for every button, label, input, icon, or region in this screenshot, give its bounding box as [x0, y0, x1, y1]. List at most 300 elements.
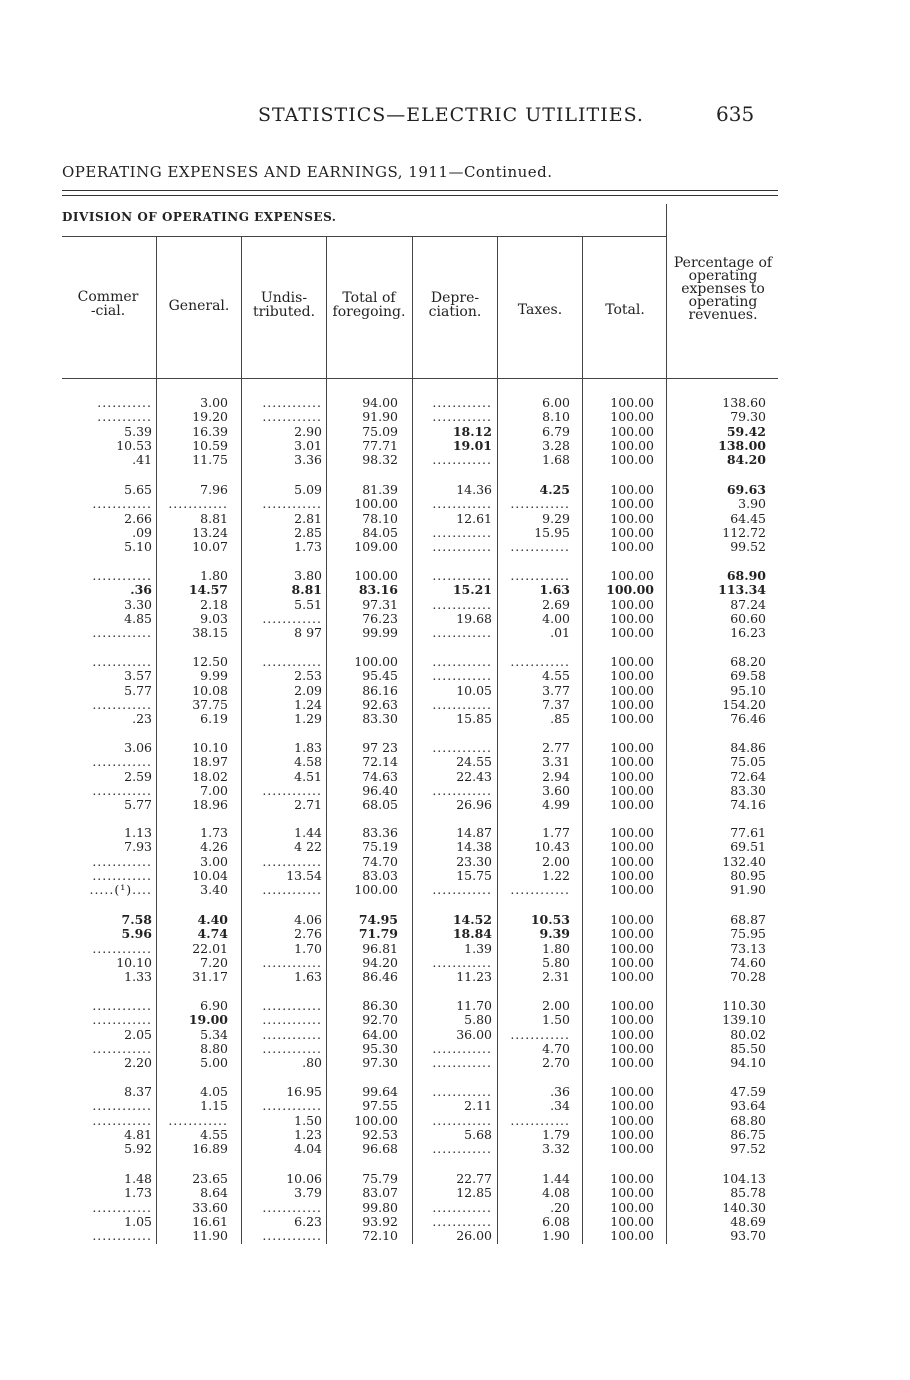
row-group	[0, 913, 910, 984]
table-cell-total-of-foregoing: 96.68	[362, 1141, 398, 1157]
table-cell-taxes: 3.32	[542, 1141, 570, 1157]
table-cell-depreciation: ............	[432, 496, 492, 512]
table-cell-percentage: 104.13	[722, 1171, 766, 1186]
table-cell-total-of-foregoing: 97.55	[362, 1098, 398, 1114]
table-cell-commercial: 2.05	[124, 1026, 152, 1042]
table-cell-total: 100.00	[610, 969, 654, 985]
table-cell-percentage: 69.58	[730, 668, 766, 684]
table-cell-general: 8.64	[200, 1185, 228, 1201]
table-row	[0, 927, 910, 941]
table-row	[0, 698, 910, 712]
table-row	[0, 712, 910, 726]
table-row	[0, 770, 910, 784]
table-row	[0, 1201, 910, 1215]
table-cell-depreciation: 12.61	[456, 510, 492, 526]
table-cell-total: 100.00	[610, 524, 654, 540]
table-cell-percentage: 138.60	[722, 395, 766, 410]
table-cell-total-of-foregoing: 100.00	[354, 882, 398, 898]
table-cell-percentage: 85.78	[730, 1185, 766, 1201]
table-cell-percentage: 68.80	[730, 1112, 766, 1128]
table-cell-commercial: ............	[92, 654, 152, 669]
table-cell-general: 2.18	[200, 596, 228, 612]
table-cell-taxes: 1.79	[542, 1126, 570, 1142]
table-cell-percentage: 3.90	[738, 496, 766, 512]
table-cell-percentage: 87.24	[730, 596, 766, 612]
table-row	[0, 1013, 910, 1027]
table-cell-undistributed: ............	[262, 654, 322, 669]
table-cell-depreciation: 5.68	[464, 1126, 492, 1142]
table-cell-commercial: 10.53	[116, 437, 152, 453]
table-cell-percentage: 84.20	[726, 452, 766, 468]
table-cell-depreciation: 1.39	[464, 940, 492, 956]
table-cell-general: 7.96	[200, 482, 228, 497]
table-cell-total-of-foregoing: 97.31	[362, 596, 398, 612]
table-row	[0, 826, 910, 840]
table-cell-total: 100.00	[606, 582, 654, 598]
table-cell-total: 100.00	[610, 1098, 654, 1114]
table-cell-general: 4.55	[200, 1126, 228, 1142]
table-cell-undistributed: ............	[262, 882, 322, 898]
table-cell-commercial: 2.20	[124, 1055, 152, 1071]
table-cell-depreciation: 15.85	[456, 711, 492, 727]
table-cell-commercial: 10.10	[116, 954, 152, 970]
table-cell-total: 100.00	[610, 423, 654, 439]
table-cell-general: 22.01	[192, 940, 228, 956]
table-cell-total: 100.00	[610, 610, 654, 626]
table-cell-percentage: 68.20	[730, 654, 766, 669]
division-rule	[62, 236, 666, 237]
table-cell-taxes: ............	[510, 568, 570, 583]
table-cell-total: 100.00	[610, 1141, 654, 1157]
table-cell-undistributed: ............	[262, 1228, 322, 1244]
table-cell-depreciation: 24.55	[456, 754, 492, 770]
table-row	[0, 410, 910, 424]
table-row	[0, 784, 910, 798]
table-cell-commercial: ............	[92, 998, 152, 1013]
table-cell-general: 4.74	[197, 926, 228, 942]
row-group	[0, 569, 910, 640]
table-cell-taxes: 6.00	[542, 395, 570, 410]
table-cell-undistributed: 2.09	[294, 682, 322, 698]
table-cell-taxes: ............	[510, 882, 570, 898]
table-cell-undistributed: ............	[262, 1012, 322, 1028]
double-rule-top	[62, 190, 778, 191]
table-cell-total-of-foregoing: 75.79	[362, 1171, 398, 1186]
table-cell-total: 100.00	[610, 510, 654, 526]
table-cell-depreciation: ............	[432, 782, 492, 798]
table-cell-depreciation: ............	[432, 596, 492, 612]
table-cell-undistributed: ............	[262, 782, 322, 798]
table-cell-commercial: 4.85	[124, 610, 152, 626]
table-cell-commercial: 1.13	[124, 825, 152, 840]
table-cell-depreciation: ............	[432, 539, 492, 555]
table-row	[0, 439, 910, 453]
column-header-commercial: Commer -cial.	[77, 289, 139, 319]
table-cell-total: 100.00	[610, 1112, 654, 1128]
table-cell-general: 1.80	[200, 568, 228, 583]
table-cell-commercial: ............	[92, 853, 152, 869]
table-cell-depreciation: 2.11	[464, 1098, 492, 1114]
table-cell-percentage: 93.70	[730, 1228, 766, 1244]
table-cell-general: 7.00	[200, 782, 228, 798]
table-cell-total-of-foregoing: 83.30	[362, 711, 398, 727]
table-cell-undistributed: 1.23	[294, 1126, 322, 1142]
table-cell-undistributed: 6.23	[294, 1213, 322, 1229]
row-group	[0, 1172, 910, 1243]
table-cell-commercial: 5.77	[124, 797, 152, 813]
table-cell-taxes: .36	[550, 1084, 570, 1099]
table-cell-undistributed: 3.01	[294, 437, 322, 453]
table-cell-total: 100.00	[610, 682, 654, 698]
table-row	[0, 1229, 910, 1243]
table-cell-commercial: ............	[92, 940, 152, 956]
table-cell-total-of-foregoing: 72.14	[362, 754, 398, 770]
division-title: DIVISION OF OPERATING EXPENSES.	[62, 210, 337, 224]
table-cell-undistributed: 1.50	[294, 1112, 322, 1128]
table-cell-percentage: 99.52	[730, 539, 766, 555]
table-cell-depreciation: ............	[432, 740, 492, 755]
table-cell-general: 19.00	[188, 1012, 228, 1028]
table-cell-taxes: 10.43	[534, 839, 570, 855]
table-cell-percentage: 69.63	[726, 482, 766, 497]
table-cell-commercial: 5.39	[124, 423, 152, 439]
table-cell-taxes: 3.77	[542, 682, 570, 698]
column-header-depreciation: Depre- ciation.	[428, 290, 482, 320]
table-cell-depreciation: ............	[432, 1112, 492, 1128]
table-cell-undistributed: 3.79	[294, 1185, 322, 1201]
table-cell-taxes: 2.00	[542, 998, 570, 1013]
table-row	[0, 1114, 910, 1128]
table-cell-taxes: 1.63	[539, 582, 570, 598]
table-cell-depreciation: ............	[432, 954, 492, 970]
table-cell-general: 10.07	[192, 539, 228, 555]
table-cell-total: 100.00	[610, 1171, 654, 1186]
table-cell-total: 100.00	[610, 1084, 654, 1099]
row-group	[0, 741, 910, 812]
table-cell-percentage: 75.05	[730, 754, 766, 770]
table-cell-total: 100.00	[610, 1126, 654, 1142]
table-cell-depreciation: ............	[432, 654, 492, 669]
table-cell-total-of-foregoing: 83.03	[362, 867, 398, 883]
table-cell-undistributed: 3.36	[294, 452, 322, 468]
table-cell-taxes: .01	[550, 625, 570, 641]
table-cell-general: 16.39	[192, 423, 228, 439]
table-cell-depreciation: 10.05	[456, 682, 492, 698]
table-cell-general: 18.02	[192, 768, 228, 784]
table-cell-general: 37.75	[192, 696, 228, 712]
table-cell-depreciation: 26.00	[456, 1228, 492, 1244]
table-cell-total-of-foregoing: 99.99	[362, 625, 398, 641]
table-cell-total-of-foregoing: 100.00	[354, 568, 398, 583]
table-cell-taxes: 9.29	[542, 510, 570, 526]
table-cell-taxes: 1.50	[542, 1012, 570, 1028]
table-cell-commercial: 8.37	[124, 1084, 152, 1099]
table-cell-total: 100.00	[610, 998, 654, 1013]
table-cell-total: 100.00	[610, 782, 654, 798]
table-cell-percentage: 68.90	[726, 568, 766, 583]
table-row	[0, 497, 910, 511]
table-cell-taxes: 3.60	[542, 782, 570, 798]
table-cell-taxes: .20	[550, 1199, 570, 1215]
table-cell-percentage: 73.13	[730, 940, 766, 956]
table-cell-total: 100.00	[610, 912, 654, 927]
table-cell-general: 3.40	[200, 882, 228, 898]
table-cell-percentage: 64.45	[730, 510, 766, 526]
table-cell-undistributed: 13.54	[286, 867, 322, 883]
table-cell-commercial: 3.57	[124, 668, 152, 684]
table-row	[0, 453, 910, 467]
table-cell-percentage: 139.10	[722, 1012, 766, 1028]
table-cell-total-of-foregoing: 76.23	[362, 610, 398, 626]
table-cell-total-of-foregoing: 86.16	[362, 682, 398, 698]
table-cell-general: 18.97	[192, 754, 228, 770]
table-cell-total-of-foregoing: 98.32	[362, 452, 398, 468]
table-cell-depreciation: 23.30	[456, 853, 492, 869]
table-row	[0, 956, 910, 970]
table-cell-undistributed: 1.29	[294, 711, 322, 727]
table-cell-taxes: 9.39	[539, 926, 570, 942]
table-cell-percentage: 47.59	[730, 1084, 766, 1099]
table-cell-undistributed: ............	[262, 1098, 322, 1114]
table-cell-total: 100.00	[610, 1185, 654, 1201]
table-row	[0, 1172, 910, 1186]
table-cell-total-of-foregoing: 95.45	[362, 668, 398, 684]
table-row	[0, 583, 910, 597]
table-row	[0, 526, 910, 540]
table-cell-total-of-foregoing: 74.95	[358, 912, 398, 927]
table-row	[0, 913, 910, 927]
table-row	[0, 798, 910, 812]
table-cell-undistributed: ............	[262, 610, 322, 626]
table-cell-percentage: 94.10	[730, 1055, 766, 1071]
table-cell-undistributed: 5.09	[294, 482, 322, 497]
table-cell-percentage: 16.23	[730, 625, 766, 641]
table-cell-commercial: 3.30	[124, 596, 152, 612]
table-cell-percentage: 77.61	[730, 825, 766, 840]
table-cell-percentage: 113.34	[718, 582, 766, 598]
table-cell-taxes: 4.00	[542, 610, 570, 626]
table-cell-total: 100.00	[610, 395, 654, 410]
table-cell-general: ............	[168, 496, 228, 512]
table-cell-taxes: 1.80	[542, 940, 570, 956]
table-cell-total-of-foregoing: 86.30	[362, 998, 398, 1013]
table-cell-undistributed: 3.80	[294, 568, 322, 583]
table-cell-total: 100.00	[610, 882, 654, 898]
table-cell-total-of-foregoing: 109.00	[354, 539, 398, 555]
table-row	[0, 626, 910, 640]
table-cell-depreciation: 11.70	[456, 998, 492, 1013]
table-cell-taxes: 4.55	[542, 668, 570, 684]
table-cell-general: 4.05	[200, 1084, 228, 1099]
table-row	[0, 883, 910, 897]
table-cell-commercial: .....(¹)....	[89, 882, 152, 898]
table-cell-undistributed: 1.70	[294, 940, 322, 956]
table-cell-undistributed: 1.24	[294, 696, 322, 712]
table-row	[0, 999, 910, 1013]
table-cell-taxes: 4.25	[539, 482, 570, 497]
table-cell-total: 100.00	[610, 740, 654, 755]
row-group	[0, 655, 910, 726]
table-cell-percentage: 76.46	[730, 711, 766, 727]
table-cell-total: 100.00	[610, 568, 654, 583]
table-cell-total-of-foregoing: 72.10	[362, 1228, 398, 1244]
table-cell-commercial: 5.77	[124, 682, 152, 698]
table-cell-taxes: 6.08	[542, 1213, 570, 1229]
table-cell-commercial: 3.06	[124, 740, 152, 755]
table-cell-taxes: ............	[510, 496, 570, 512]
table-cell-undistributed: 16.95	[286, 1084, 322, 1099]
table-row	[0, 1028, 910, 1042]
table-cell-commercial: ............	[92, 1199, 152, 1215]
table-cell-percentage: 110.30	[722, 998, 766, 1013]
table-cell-depreciation: ............	[432, 1040, 492, 1056]
table-row	[0, 840, 910, 854]
table-cell-total-of-foregoing: 74.63	[362, 768, 398, 784]
table-cell-depreciation: ............	[432, 1141, 492, 1157]
table-cell-general: 12.50	[192, 654, 228, 669]
column-header-percentage: Percentage of operating expenses to operating revenues.	[673, 255, 773, 323]
table-cell-total: 100.00	[610, 853, 654, 869]
table-cell-total: 100.00	[610, 409, 654, 425]
table-row	[0, 1099, 910, 1113]
table-cell-undistributed: ............	[262, 496, 322, 512]
table-cell-total: 100.00	[610, 954, 654, 970]
table-cell-percentage: 72.64	[730, 768, 766, 784]
table-cell-general: 10.59	[192, 437, 228, 453]
table-row	[0, 1186, 910, 1200]
table-cell-undistributed: 8.81	[291, 582, 322, 598]
table-cell-commercial: ............	[92, 1228, 152, 1244]
table-cell-depreciation: ............	[432, 409, 492, 425]
table-cell-total-of-foregoing: 100.00	[354, 496, 398, 512]
table-cell-commercial: 1.05	[124, 1213, 152, 1229]
table-cell-depreciation: ............	[432, 882, 492, 898]
table-cell-depreciation: 36.00	[456, 1026, 492, 1042]
table-cell-percentage: 59.42	[726, 423, 766, 439]
table-cell-general: 11.90	[192, 1228, 228, 1244]
table-cell-taxes: ............	[510, 1112, 570, 1128]
table-cell-general: 3.00	[200, 395, 228, 410]
table-cell-total: 100.00	[610, 482, 654, 497]
table-cell-taxes: 2.69	[542, 596, 570, 612]
table-cell-general: 3.00	[200, 853, 228, 869]
table-cell-depreciation: 15.75	[456, 867, 492, 883]
table-row	[0, 684, 910, 698]
table-cell-commercial: 1.33	[124, 969, 152, 985]
table-row	[0, 1215, 910, 1229]
table-cell-taxes: ............	[510, 1026, 570, 1042]
table-cell-general: 4.40	[197, 912, 228, 927]
table-cell-total-of-foregoing: 97.30	[362, 1055, 398, 1071]
table-cell-total-of-foregoing: 95.30	[362, 1040, 398, 1056]
table-cell-general: 10.10	[192, 740, 228, 755]
table-row	[0, 655, 910, 669]
table-cell-commercial: ............	[92, 696, 152, 712]
table-row	[0, 1085, 910, 1099]
table-cell-taxes: 1.44	[542, 1171, 570, 1186]
table-cell-undistributed: 5.51	[294, 596, 322, 612]
table-cell-total: 100.00	[610, 625, 654, 641]
running-head: STATISTICS—ELECTRIC UTILITIES.	[258, 104, 644, 126]
table-row	[0, 755, 910, 769]
table-cell-total-of-foregoing: 68.05	[362, 797, 398, 813]
table-cell-commercial: ............	[92, 1040, 152, 1056]
table-cell-depreciation: 14.52	[452, 912, 492, 927]
table-cell-taxes: 1.90	[542, 1228, 570, 1244]
table-cell-total: 100.00	[610, 437, 654, 453]
table-cell-taxes: 15.95	[534, 524, 570, 540]
table-cell-percentage: 132.40	[722, 853, 766, 869]
table-cell-percentage: 60.60	[730, 610, 766, 626]
table-cell-total-of-foregoing: 83.16	[358, 582, 398, 598]
table-cell-taxes: 2.70	[542, 1055, 570, 1071]
table-cell-general: 5.00	[200, 1055, 228, 1071]
table-cell-commercial: .09	[132, 524, 152, 540]
table-cell-percentage: 93.64	[730, 1098, 766, 1114]
table-cell-general: 6.90	[200, 998, 228, 1013]
table-cell-undistributed: 2.81	[294, 510, 322, 526]
table-cell-percentage: 112.72	[722, 524, 766, 540]
table-cell-depreciation: ............	[432, 1084, 492, 1099]
table-cell-undistributed: 4.58	[294, 754, 322, 770]
table-row	[0, 569, 910, 583]
table-cell-taxes: 4.08	[542, 1185, 570, 1201]
table-cell-total-of-foregoing: 75.09	[362, 423, 398, 439]
table-cell-total: 100.00	[610, 452, 654, 468]
table-cell-undistributed: 10.06	[286, 1171, 322, 1186]
table-cell-total: 100.00	[610, 1055, 654, 1071]
table-row	[0, 598, 910, 612]
table-cell-total: 100.00	[610, 1012, 654, 1028]
table-cell-commercial: 5.92	[124, 1141, 152, 1157]
column-header-general: General.	[168, 298, 230, 314]
column-header-undistributed: Undis- tributed.	[252, 290, 316, 320]
table-cell-commercial: ............	[92, 754, 152, 770]
table-cell-total: 100.00	[610, 768, 654, 784]
table-cell-commercial: 5.96	[121, 926, 152, 942]
table-row	[0, 396, 910, 410]
table-cell-percentage: 48.69	[730, 1213, 766, 1229]
table-cell-undistributed: 1.63	[294, 969, 322, 985]
double-rule-bottom	[62, 195, 778, 196]
table-cell-percentage: 80.95	[730, 867, 766, 883]
table-cell-undistributed: 2.76	[294, 926, 322, 942]
table-cell-commercial: ............	[92, 782, 152, 798]
table-cell-taxes: ............	[510, 654, 570, 669]
table-cell-taxes: 8.10	[542, 409, 570, 425]
table-cell-depreciation: 11.23	[456, 969, 492, 985]
table-cell-total-of-foregoing: 100.00	[354, 654, 398, 669]
table-cell-total-of-foregoing: 92.53	[362, 1126, 398, 1142]
table-cell-total-of-foregoing: 99.80	[362, 1199, 398, 1215]
table-cell-commercial: 4.81	[124, 1126, 152, 1142]
table-cell-percentage: 86.75	[730, 1126, 766, 1142]
table-cell-commercial: .23	[132, 711, 152, 727]
table-cell-total-of-foregoing: 83.07	[362, 1185, 398, 1201]
table-cell-total-of-foregoing: 97 23	[362, 740, 398, 755]
table-cell-total-of-foregoing: 71.79	[358, 926, 398, 942]
row-group	[0, 1085, 910, 1156]
table-row	[0, 425, 910, 439]
table-cell-depreciation: ............	[432, 524, 492, 540]
table-cell-percentage: 154.20	[722, 696, 766, 712]
table-cell-percentage: 83.30	[730, 782, 766, 798]
table-cell-undistributed: 4.06	[294, 912, 322, 927]
table-cell-taxes: 4.99	[542, 797, 570, 813]
table-cell-general: 19.20	[192, 409, 228, 425]
table-cell-taxes: .85	[550, 711, 570, 727]
table-cell-percentage: 85.50	[730, 1040, 766, 1056]
